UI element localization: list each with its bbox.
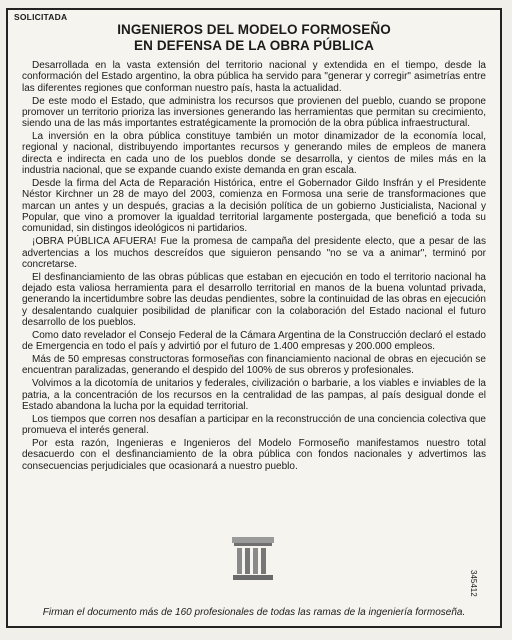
paragraph: De este modo el Estado, que administra los recursos que provienen del pueblo, cuando se propone promover un territorio prioriza las inversiones generando las herramientas que permitan su crecimiento, siendo una de las más importantes estratégicamente la promoción de la obra pública infraestructural. <box>22 95 486 130</box>
title-line-2: EN DEFENSA DE LA OBRA PÚBLICA <box>134 38 374 53</box>
paragraph: Los tiempos que corren nos desafían a participar en la reconstrucción de una conciencia colectiva que promueva el interés general. <box>22 413 486 437</box>
footer-note: Firman el documento más de 160 profesionales de todas las ramas de la ingeniería formoseña. <box>42 607 466 618</box>
paragraph: Desarrollada en la vasta extensión del territorio nacional y extendida en el tiempo, desde la conformación del Estado argentino, la obra pública ha servido para "generar y corregir" asimetrías entre las diferentes regiones que conforman nuestro país, hasta la actualidad. <box>22 60 486 94</box>
paragraph: Como dato revelador el Consejo Federal de la Cámara Argentina de la Construcción declaró el estado de Emergencia en todo el país y advirtió por el futuro de 1.400 empresas y 200.000 empleos. <box>22 329 486 353</box>
notice-body <box>22 60 486 474</box>
paragraph: Volvimos a la dicotomía de unitarios y federales, civilización o barbarie, a los viables e inviables de la patria, a la concentración de los recursos en la centralidad de las pampas, al país desigual donde el Estado abandona la lucha por la equidad territorial. <box>22 378 486 412</box>
side-code: 345412 <box>469 570 478 597</box>
paragraph: La inversión en la obra pública constituye también un motor dinamizador de la economía local, regional y nacional, distribuyendo importantes recursos y generando miles de empleos de manera directa e indirecta en cada uno de los pueblos donde se desarrolla, y cientos de miles más en la industria nacional, que se expande cuando existe demanda en gran escala. <box>22 131 486 177</box>
solicitada-tag: SOLICITADA <box>14 12 68 22</box>
page-title <box>8 22 500 54</box>
paragraph: El desfinanciamiento de las obras públicas que estaban en ejecución en todo el territorio nacional ha dejado esta valiosa herramienta para el desarrollo territorial en manos de la buena voluntad privada, generando la incertidumbre sobre las deudas pendientes, sobre la continuidad de las obras en ejecución y desalentando cualquier posibilidad de planificar con la colaboración del Estado nacional el futuro desarrollo de los pueblos. <box>22 271 486 329</box>
title-line-1: INGENIEROS DEL MODELO FORMOSEÑO <box>117 22 391 37</box>
paragraph: Por esta razón, Ingenieras e Ingenieros del Modelo Formoseño manifestamos nuestro total desacuerdo con el desfinanciamiento de la obra pública con fondos nacionales y advertimos las consecuencias perjudiciales que ocasionará a nuestro pueblo. <box>22 438 486 472</box>
column-building-logo-icon <box>230 535 276 583</box>
paragraph: Más de 50 empresas constructoras formoseñas con financiamiento nacional de obras en ejecución se encuentran paralizadas, generando el despido del 100% de sus obreros y profesionales. <box>22 354 486 377</box>
paragraph: ¡OBRA PÚBLICA AFUERA! Fue la promesa de campaña del presidente electo, que a pesar de las advertencias a los muchos descreídos que siguieron pensando "no se va a animar", terminó por concretarse. <box>22 236 486 270</box>
notice-frame <box>6 8 502 628</box>
paragraph: Desde la firma del Acta de Reparación Histórica, entre el Gobernador Gildo Insfrán y el Presidente Néstor Kirchner un 28 de mayo del 2003, comienza en Formosa una serie de transformaciones que marcan un antes y un después, gracias a la decisión política de un gobierno Justicialista, Nacional y Popular, que vino a promover la igualdad territorial largamente postergada, que benefició a toda su comunidad, sin distingos ideológicos ni partidarios. <box>22 177 486 235</box>
